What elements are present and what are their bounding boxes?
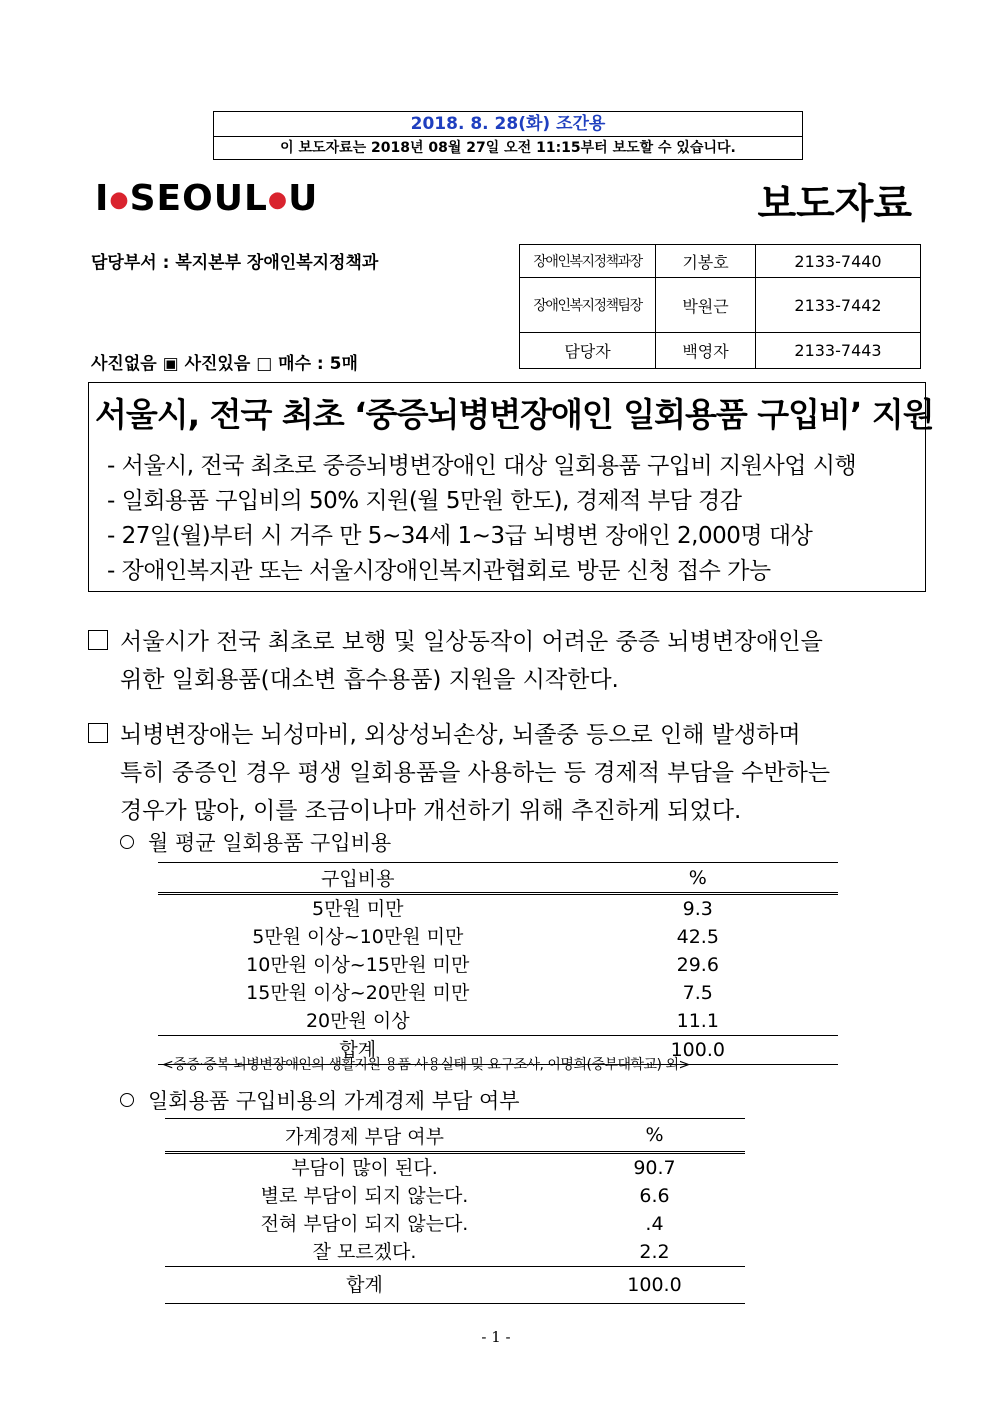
contact-phone: 2133-7442 [756,278,921,333]
page-number: - 1 - [481,1328,511,1346]
table-row [165,1153,745,1183]
table-cell: 전혀 부담이 되지 않는다. [260,1213,469,1235]
headline-box [88,382,934,592]
logo-part-u: U [288,178,319,219]
table-header: % [564,1119,745,1153]
department-line: 담당부서 : 복지본부 장애인복지정책과 [91,253,379,273]
table-cell: 별로 부담이 되지 않는다. [260,1185,469,1207]
table-cell: 잘 모르겠다. [312,1241,417,1263]
contact-row [520,333,921,369]
contact-role: 장애인복지정책과장 [520,245,656,278]
paragraph-line: 위한 일회용품(대소변 흡수용품) 지원을 시작한다. [120,667,619,693]
table-row [165,1238,745,1267]
circle-bullet-icon [120,1093,134,1107]
table-cell: 5만원 미만 [311,898,404,920]
checkbox-icon [88,630,108,650]
contact-name: 박원근 [656,278,756,333]
table-row [158,894,838,924]
table1-caption [120,827,391,857]
table-header: % [558,863,838,894]
table-header-row [158,863,838,894]
table-cell: 합계 [165,1267,564,1304]
paragraph-line: 뇌병변장애는 뇌성마비, 외상성뇌손상, 뇌졸중 등으로 인해 발생하며 [120,722,801,748]
table1-caption-text: 월 평균 일회용품 구입비용 [148,831,392,855]
table-header: 가계경제 부담 여부 [165,1119,564,1153]
headline-subpoint: - 일회용품 구입비의 50% 지원(월 5만원 한도), 경제적 부담 경감 [107,488,742,514]
paragraph-line: 서울시가 전국 최초로 보행 및 일상동작이 어려운 중증 뇌병변장애인을 [120,629,823,655]
table-cell: 2.2 [639,1241,670,1263]
embargo-notice: 이 보도자료는 2018년 08월 27일 오전 11:15부터 보도할 수 있습니다. [280,140,736,156]
table-cell: 42.5 [676,926,719,948]
table-row [158,951,838,979]
table-cell: 11.1 [676,1010,719,1032]
embargo-box [213,111,803,160]
paragraph-1 [88,623,918,699]
table2-caption-text: 일회용품 구입비용의 가계경제 부담 여부 [148,1089,520,1113]
headline-subpoint: - 서울시, 전국 최초로 중증뇌병변장애인 대상 일회용품 구입비 지원사업 시행 [107,453,857,479]
table-cell: 10만원 이상~15만원 미만 [246,954,470,976]
logo-dot-icon: ● [109,187,130,213]
press-release-label: 보도자료 [757,181,912,227]
table-cell: 100.0 [558,1036,838,1065]
cost-table [158,862,838,1065]
table-row [158,1007,838,1036]
table-row [165,1210,745,1238]
table-source-note: <중증·중복 뇌병변장애인의 생활지원 용품 사용실태 및 요구조사, 이명희(중부대학교) 외> [162,1057,690,1073]
table-cell: 7.5 [682,982,713,1004]
table-cell: .4 [645,1213,664,1235]
table-cell: 5만원 이상~10만원 미만 [252,926,464,948]
table-cell: 6.6 [639,1185,670,1207]
logo-part-i: I [95,178,110,219]
table-cell: 90.7 [633,1157,676,1179]
paragraph-line: 경우가 많아, 이를 조금이나마 개선하기 위해 추진하게 되었다. [120,798,742,824]
headline-title: 서울시, 전국 최초 ‘중증뇌병변장애인 일회용품 구입비’ 지원 [95,395,934,434]
embargo-date: 2018. 8. 28(화) 조간용 [214,112,802,137]
contact-role: 담당자 [520,333,656,369]
table-header-row [165,1119,745,1153]
table-cell: 15만원 이상~20만원 미만 [246,982,470,1004]
paragraph-line: 특히 중증인 경우 평생 일회용품을 사용하는 등 경제적 부담을 수반하는 [120,760,831,786]
table2-caption [120,1085,520,1115]
table-row [158,979,838,1007]
contact-name: 백영자 [656,333,756,369]
logo-part-seoul: SEOUL [129,178,268,219]
table-cell: 20만원 이상 [305,1010,410,1032]
seoul-logo [95,178,318,219]
contact-phone: 2133-7440 [756,245,921,278]
headline-subpoint: - 장애인복지관 또는 서울시장애인복지관협회로 방문 신청 접수 가능 [107,558,771,584]
table-cell: 29.6 [676,954,719,976]
contact-row [520,245,921,278]
contact-role: 장애인복지정책팀장 [520,278,656,333]
table-cell: 100.0 [564,1267,745,1304]
photo-count-line: 사진없음 ▣ 사진있음 □ 매수 : 5매 [91,354,358,374]
burden-table [165,1118,745,1304]
table-cell: 합계 [158,1036,558,1065]
headline-subpoint: - 27일(월)부터 시 거주 만 5~34세 1~3급 뇌병변 장애인 2,000명 대상 [107,523,813,549]
table-cell: 부담이 많이 된다. [291,1157,438,1179]
contact-row [520,278,921,333]
table-cell: 9.3 [682,898,713,920]
table-row [158,923,838,951]
paragraph-2 [88,716,918,830]
contact-phone: 2133-7443 [756,333,921,369]
circle-bullet-icon [120,835,134,849]
table-header: 구입비용 [158,863,558,894]
table-total-row [165,1267,745,1304]
logo-dot-icon: ● [267,187,289,213]
contact-name: 기봉호 [656,245,756,278]
table-row [165,1182,745,1210]
contacts-table [519,244,921,369]
checkbox-icon [88,723,108,743]
